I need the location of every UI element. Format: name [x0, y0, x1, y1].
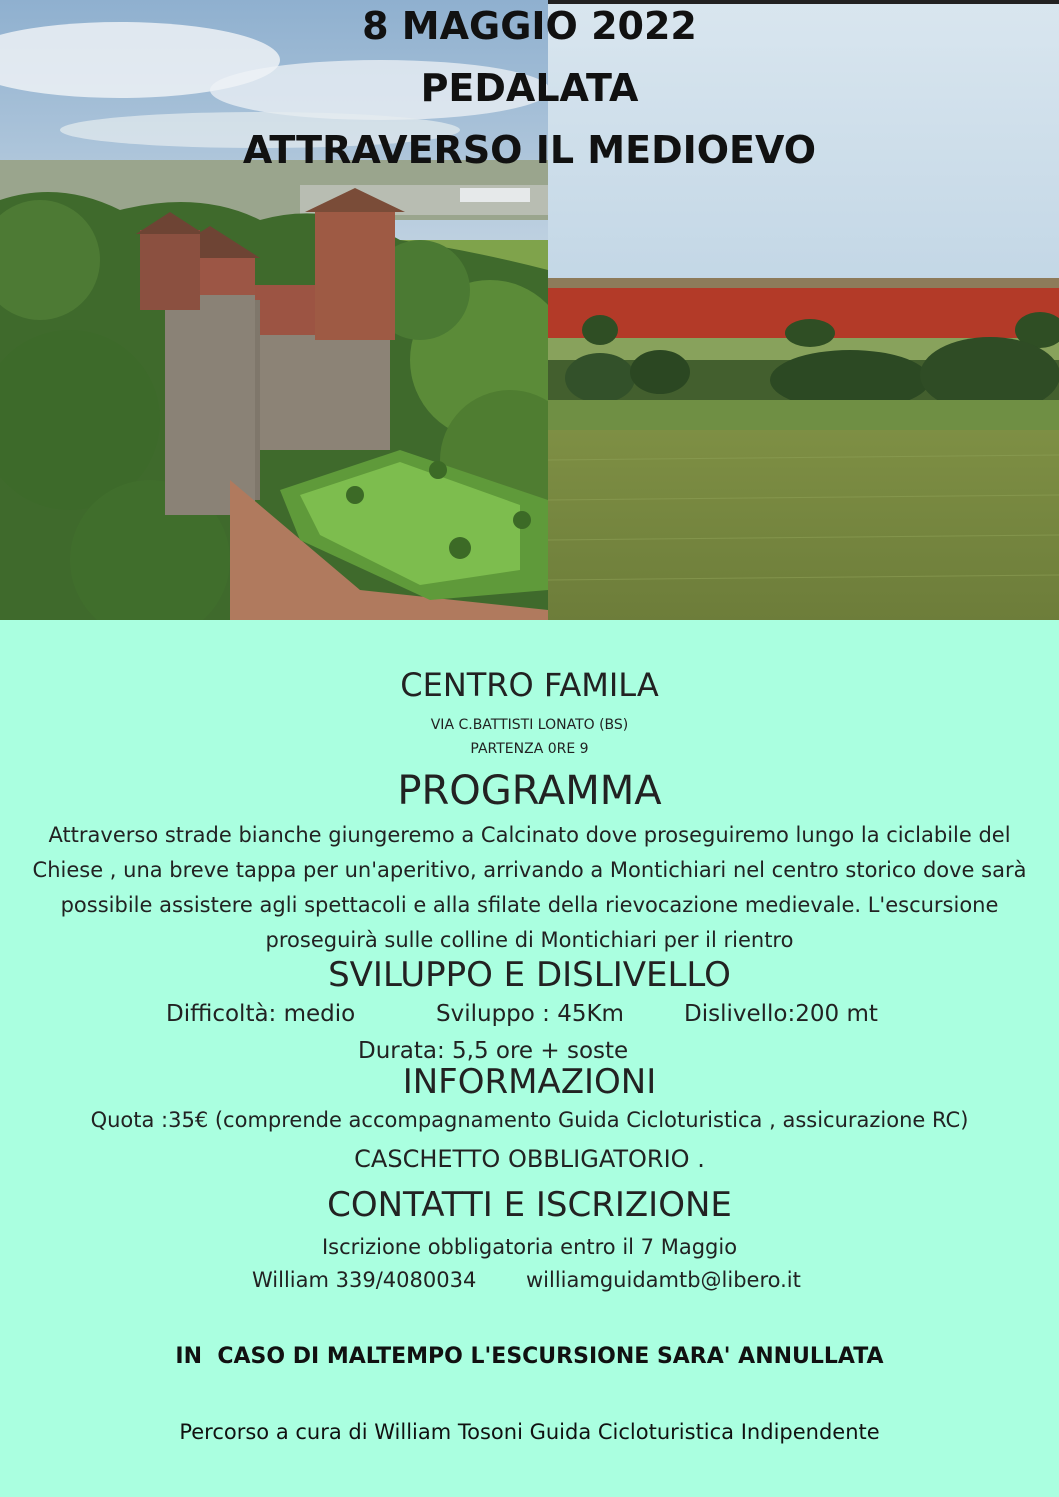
sviluppo-value: Sviluppo : 45Km	[436, 1001, 624, 1027]
route-credit: Percorso a cura di William Tosoni Guida Cicloturistica Indipendente	[179, 1420, 880, 1444]
difficolta-value: Difficoltà: medio	[166, 1001, 356, 1027]
quota-text: Quota :35€ (comprende accompagnamento Guida Cicloturistica , assicurazione RC)	[90, 1108, 969, 1132]
event-title-line2: ATTRAVERSO IL MEDIOEVO	[242, 128, 817, 172]
informazioni-heading: INFORMAZIONI	[402, 1062, 657, 1102]
location-name: CENTRO FAMILA	[400, 666, 659, 704]
contact-email[interactable]: williamguidamtb@libero.it	[526, 1268, 801, 1292]
caschetto-text: CASCHETTO OBBLIGATORIO .	[354, 1145, 705, 1173]
programma-heading: PROGRAMMA	[397, 768, 662, 814]
location-address: VIA C.BATTISTI LONATO (BS)	[430, 717, 629, 733]
event-date: 8 MAGGIO 2022	[362, 4, 697, 48]
dislivello-value: Dislivello:200 mt	[684, 1001, 878, 1027]
deadline-text: Iscrizione obbligatoria entro il 7 Maggio	[321, 1235, 738, 1259]
hero-photos	[0, 0, 1059, 620]
event-title-line1: PEDALATA	[420, 66, 639, 110]
contatti-heading: CONTATTI E ISCRIZIONE	[327, 1185, 732, 1225]
programma-text: Attraverso strade bianche giungeremo a Calcinato dove proseguiremo lungo la ciclabile del Chiese , una breve tappa per un'aperitivo, arrivando a Montichiari nel centro storico dove sarà possibile assistere agli spettacoli e alla sfilate della rievocazione medievale. L'escursione proseguirà sulle colline di Montichiari per il rientro	[32, 823, 1027, 952]
contact-phone: William 339/4080034	[252, 1268, 477, 1292]
sviluppo-heading: SVILUPPO E DISLIVELLO	[328, 955, 731, 995]
departure-time: PARTENZA 0RE 9	[470, 741, 589, 757]
weather-warning: IN CASO DI MALTEMPO L'ESCURSIONE SARA' ANNULLATA	[175, 1344, 884, 1369]
durata-value: Durata: 5,5 ore + soste	[358, 1038, 629, 1064]
